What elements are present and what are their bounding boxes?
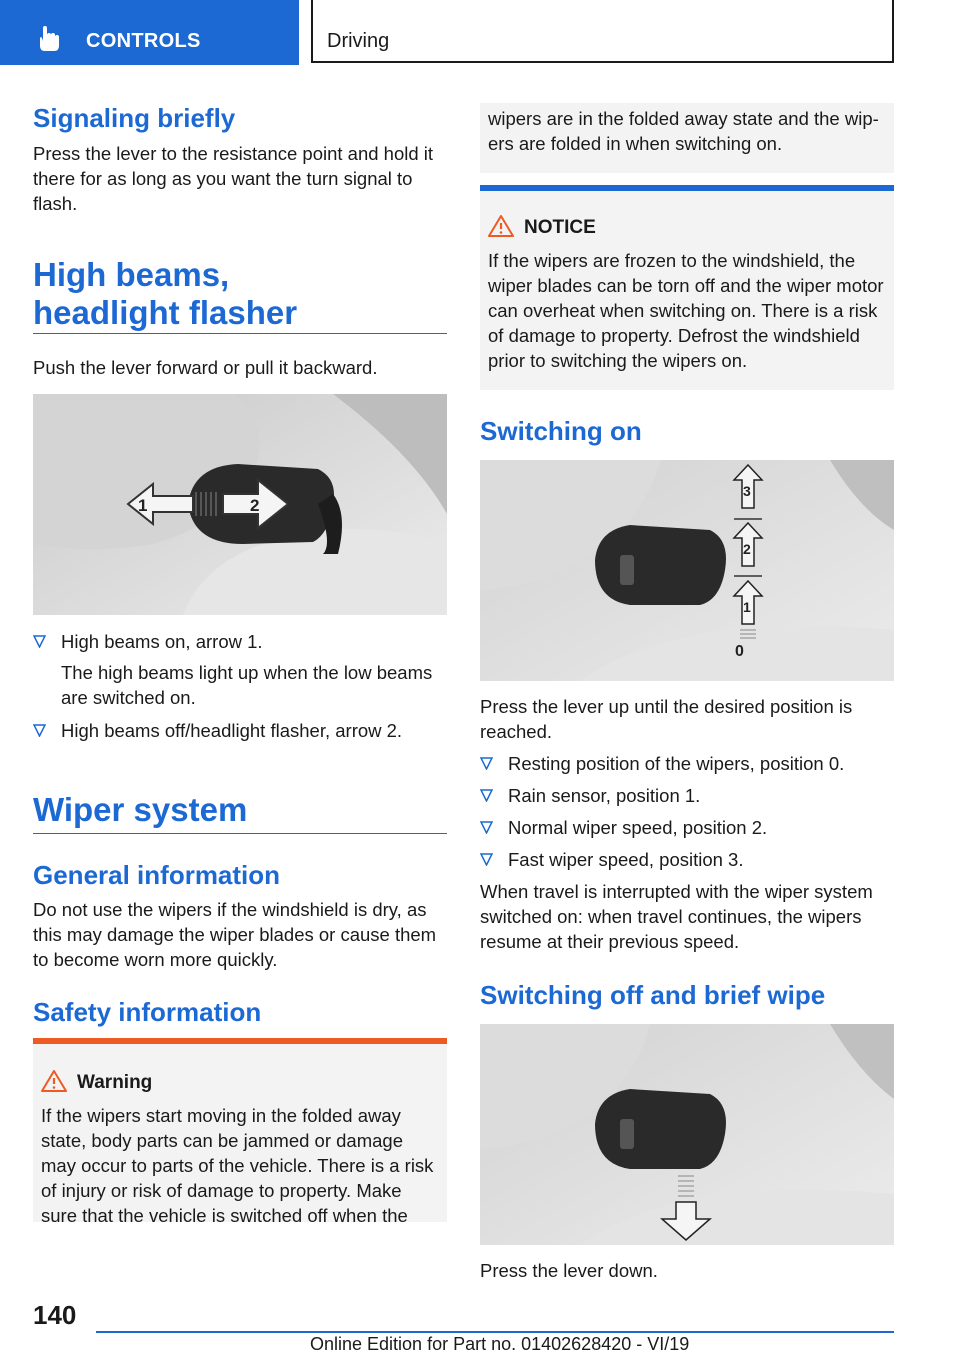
triangle-bullet-icon: [480, 789, 493, 802]
wiper-pos-0-label: 0: [735, 643, 744, 660]
warning-triangle-icon: [488, 215, 514, 237]
triangle-bullet-icon: [480, 821, 493, 834]
warning-continued-text: wipers are in the folded away state and the wipers are folded in when switching on.: [488, 108, 879, 154]
section-title: CONTROLS: [86, 30, 201, 52]
page-number: 140: [33, 1300, 77, 1330]
switching-on-text: Press the lever up until the desired position is reached.: [480, 696, 853, 742]
chapter-title: Driving: [327, 30, 390, 52]
warning-label: Warning: [77, 1072, 153, 1093]
switching-on-lever-figure: [480, 460, 894, 681]
switching-off-text: Press the lever down.: [480, 1260, 658, 1281]
switching-off-heading: Switching off and brief wipe: [480, 980, 826, 1010]
warning-text: If the wipers start moving in the folded away state, body parts can be jammed or damage may occur to parts of the vehicle. There is a risk of injury or risk of damage to property. Make sure that the vehicle is switched off when the: [41, 1105, 434, 1226]
footer-edition: Online Edition for Part no. 01402628420 - VI/19: [310, 1334, 690, 1354]
general-info-heading: General information: [33, 860, 281, 890]
switching-on-heading: Switching on: [480, 416, 642, 446]
wiper-pos-1-label: 1: [743, 599, 751, 615]
signaling-text: Press the lever to the resistance point and hold it there for as long as you want the turn signal to flash.: [33, 143, 434, 214]
warning-continued-box: [480, 103, 894, 173]
high-beams-heading-line2: headlight flasher: [33, 293, 447, 334]
high-beams-heading-line1: High beams,: [33, 256, 230, 293]
wiper-system-heading: Wiper system: [33, 790, 447, 834]
high-beams-lever-figure: [33, 394, 447, 615]
general-info-text: Do not use the wipers if the windshield is dry, as this may damage the wiper blades or cause them to become worn more quickly.: [33, 899, 437, 970]
notice-box: [480, 185, 894, 390]
list-item: High beams on, arrow 1. The high beams light up when the low beams are switched on.: [33, 629, 447, 689]
signaling-heading: Signaling briefly: [33, 103, 236, 133]
section-tab[interactable]: [0, 0, 299, 65]
notice-label: NOTICE: [524, 217, 596, 238]
chapter-tab: [311, 0, 894, 63]
triangle-bullet-icon: [480, 757, 493, 770]
notice-text: If the wipers are frozen to the windshield, the wiper blades can be torn off and the wiper motor can overheat when switching on. There is a risk of damage to property. Defrost the windshield prior to switching the wipers on.: [488, 250, 884, 371]
switching-off-lever-figure: [480, 1024, 894, 1245]
warning-box: [33, 1038, 447, 1226]
triangle-bullet-icon: [33, 635, 46, 648]
footer-rule: [96, 1331, 894, 1333]
wiper-pos-3-label: 3: [743, 483, 751, 499]
hand-pointer-icon: [36, 26, 62, 52]
wiper-pos-2-label: 2: [743, 541, 751, 557]
beam-arrow-2-label: 2: [250, 496, 260, 515]
high-beams-intro: Push the lever forward or pull it backward.: [33, 357, 378, 378]
triangle-bullet-icon: [33, 724, 46, 737]
safety-info-heading: Safety information: [33, 997, 262, 1027]
beam-arrow-1-label: 1: [138, 496, 148, 515]
triangle-bullet-icon: [480, 853, 493, 866]
warning-triangle-icon: [41, 1070, 67, 1092]
interrupt-text: When travel is interrupted with the wiper system switched on: when travel continues, the wipers resume at their previous speed.: [480, 881, 873, 952]
